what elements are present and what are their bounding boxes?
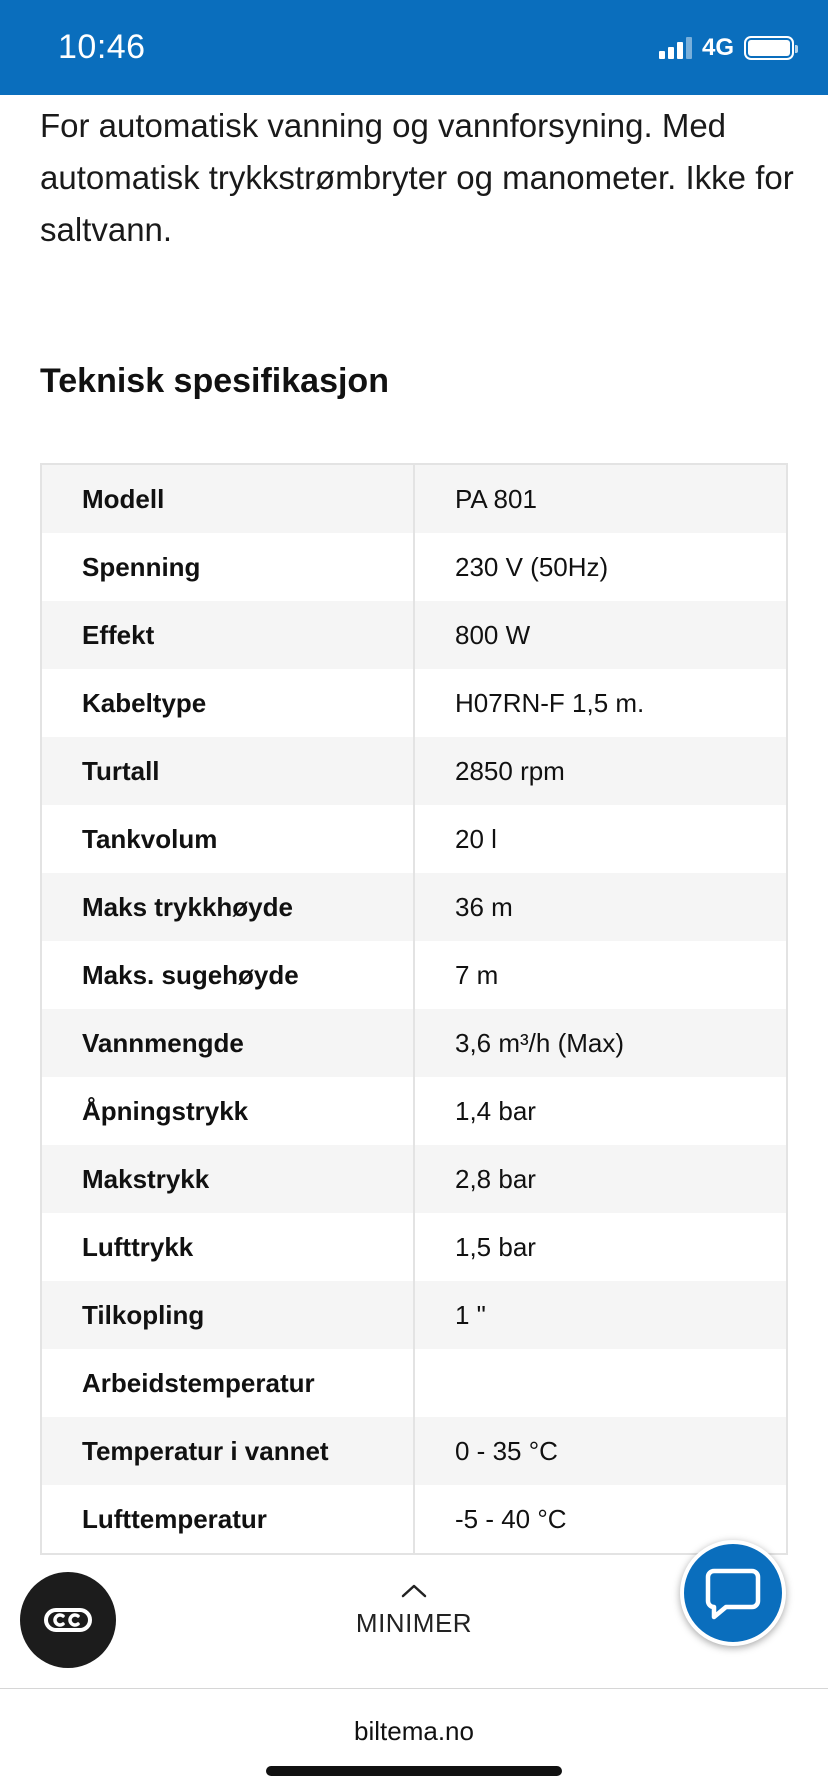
spec-value: 36 m [455, 891, 513, 922]
minimize-button[interactable] [334, 1582, 494, 1639]
spec-value: 2,8 bar [455, 1163, 536, 1194]
spec-row [42, 1145, 786, 1213]
spec-key: Makstrykk [42, 1145, 415, 1213]
spec-key: Tankvolum [42, 805, 415, 873]
spec-value: -5 - 40 °C [455, 1503, 567, 1534]
spec-row [42, 805, 786, 873]
spec-row [42, 669, 786, 737]
spec-key: Arbeidstemperatur [42, 1349, 415, 1417]
status-time: 10:46 [58, 28, 146, 66]
chat-bubble-icon [704, 1565, 762, 1621]
spec-value: 20 l [455, 823, 497, 854]
spec-row [42, 1281, 786, 1349]
spec-value: 2850 rpm [455, 755, 565, 786]
spec-value: H07RN-F 1,5 m. [455, 687, 645, 718]
spec-row [42, 1349, 786, 1417]
spec-key: Turtall [42, 737, 415, 805]
spec-row [42, 737, 786, 805]
spec-value: 230 V (50Hz) [455, 551, 609, 582]
spec-row [42, 465, 786, 533]
spec-row [42, 1485, 786, 1553]
spec-key: Temperatur i vannet [42, 1417, 415, 1485]
spec-value: 800 W [455, 619, 531, 650]
spec-key: Vannmengde [42, 1009, 415, 1077]
closed-captions-button[interactable] [20, 1572, 116, 1668]
spec-key: Maks. sugehøyde [42, 941, 415, 1009]
cellular-signal-icon [659, 37, 692, 59]
status-indicators [659, 34, 794, 62]
spec-key: Åpningstrykk [42, 1077, 415, 1145]
network-type: 4G [701, 34, 734, 61]
chevron-up-icon [401, 1582, 427, 1598]
spec-value: 0 - 35 °C [455, 1435, 558, 1466]
spec-value: 1,4 bar [455, 1095, 536, 1126]
home-indicator[interactable] [266, 1766, 562, 1776]
spec-key: Lufttemperatur [42, 1485, 415, 1553]
spec-row [42, 873, 786, 941]
product-description: For automatisk vanning og vannforsyning. Med automatisk trykkstrømbryter og manometer. Ikke for saltvann. [40, 107, 794, 248]
spec-value: 7 m [455, 959, 499, 990]
spec-key: Lufttrykk [42, 1213, 415, 1281]
spec-row [42, 1077, 786, 1145]
minimize-label: MINIMER [355, 1608, 473, 1638]
spec-key: Tilkopling [42, 1281, 415, 1349]
spec-table [40, 463, 788, 1555]
spec-value: 1,5 bar [455, 1231, 536, 1262]
spec-key: Modell [42, 465, 415, 533]
battery-icon [744, 36, 794, 60]
spec-row [42, 1009, 786, 1077]
section-title: Teknisk spesifikasjon [40, 362, 389, 400]
chat-button[interactable] [680, 1540, 786, 1646]
spec-row [42, 533, 786, 601]
url-text: biltema.no [354, 1716, 474, 1746]
spec-key: Kabeltype [42, 669, 415, 737]
browser-url-bar[interactable] [0, 1690, 828, 1792]
spec-row [42, 941, 786, 1009]
spec-key: Spenning [42, 533, 415, 601]
spec-row [42, 601, 786, 669]
spec-row [42, 1417, 786, 1485]
spec-key: Maks trykkhøyde [42, 873, 415, 941]
spec-value: 3,6 m³/h (Max) [455, 1027, 625, 1058]
closed-captions-icon [43, 1605, 93, 1635]
spec-row [42, 1213, 786, 1281]
spec-key: Effekt [42, 601, 415, 669]
status-bar [0, 0, 828, 95]
divider [0, 1688, 828, 1689]
spec-value [415, 1349, 786, 1417]
spec-value: 1 " [455, 1299, 486, 1330]
spec-value: PA 801 [455, 483, 537, 514]
